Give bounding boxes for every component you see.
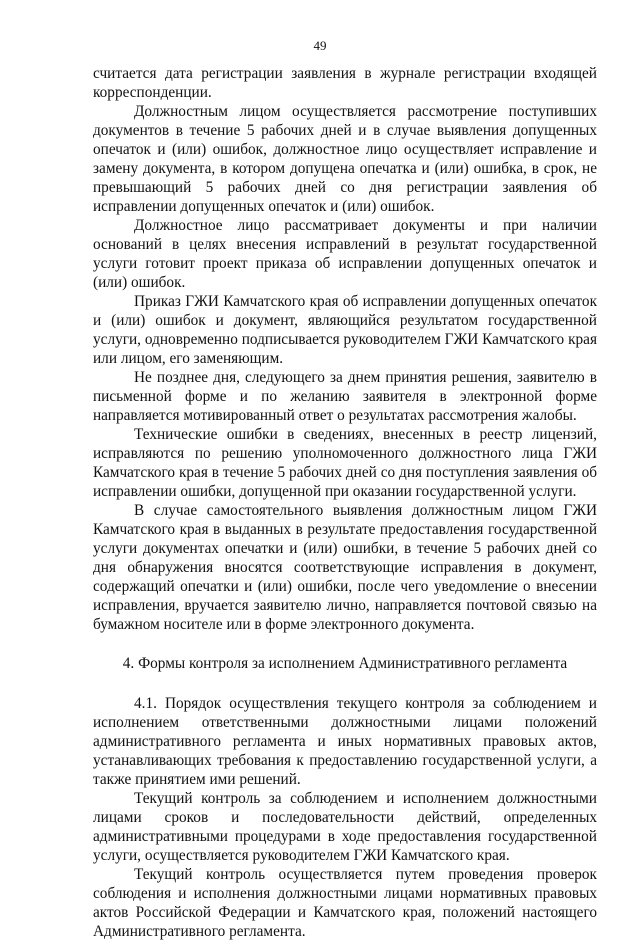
document-body — [93, 64, 597, 941]
page-number: 49 — [313, 38, 327, 53]
paragraph-control-procedure: 4.1. Порядок осуществления текущего контроля за соблюдением и исполнением ответственными должностными лицами положений административного регламента и иных нормативных правовых актов, устанавливающих требования к предоставлению государственной услуги, а также принятием ими решений. — [93, 695, 597, 788]
paragraph-review-period: Должностным лицом осуществляется рассмотрение поступивших документов в течение 5 рабочих дней и в случае выявления допущенных опечаток и (или) ошибок, должностное лицо осуществляет исправление и замену документа, в котором допущена опечатка и (или) ошибка, в срок, не превышающий 5 рабочих дней со дня регистрации заявления об исправлении допущенных опечаток и (или) ошибок. — [93, 103, 597, 215]
paragraph-technical-errors: Технические ошибки в сведениях, внесенных в реестр лицензий, исправляются по решению уполномоченного должностного лица ГЖИ Камчатского края в течение 5 рабочих дней со дня поступления заявления об исправлении ошибки, допущенной при оказании государственной услуги. — [93, 426, 597, 500]
paragraph-reasoned-response: Не позднее дня, следующего за днем принятия решения, заявителю в письменной форме и по желанию заявителя в электронной форме направляется мотивированный ответ о результатах рассмотрения жалобы. — [93, 369, 597, 424]
paragraph-self-detected-errors: В случае самостоятельного выявления должностным лицом ГЖИ Камчатского края в выданных в результате предоставления государственной услуги документах опечатки и (или) ошибки, в течение 5 рабочих дней со дня обнаружения вносятся соответствующие исправления в документ, содержащий опечатки и (или) ошибки, после чего уведомление о внесении исправления, вручается заявителю лично, направляется почтовой связью на бумажном носителе или в форме электронного документа. — [93, 502, 597, 633]
paragraph-draft-order: Должностное лицо рассматривает документы и при наличии оснований в целях внесения исправлений в результат государственной услуги готовит проект приказа об исправлении допущенных опечаток и (или) ошибок. — [93, 217, 597, 291]
paragraph-control-checks: Текущий контроль осуществляется путем проведения проверок соблюдения и исполнения должностными лицами нормативных правовых актов Российской Федерации и Камчатского края, положений настоящего Административного регламента. — [93, 866, 597, 940]
paragraph-current-control: Текущий контроль за соблюдением и исполнением должностными лицами сроков и последовательности действий, определенных административными процедурами в ходе предоставления государственной услуги, осуществляется руководителем ГЖИ Камчатского края. — [93, 790, 597, 864]
paragraph-continuation: считается дата регистрации заявления в журнале регистрации входящей корреспонденции. — [93, 65, 597, 101]
section-heading: 4. Формы контроля за исполнением Административного регламента — [122, 655, 568, 672]
paragraph-order-signing: Приказ ГЖИ Камчатского края об исправлении допущенных опечаток и (или) ошибок и документ, являющийся результатом государственной услуги, одновременно подписывается руководителем ГЖИ Камчатского края или лицом, его заменяющим. — [93, 293, 597, 367]
